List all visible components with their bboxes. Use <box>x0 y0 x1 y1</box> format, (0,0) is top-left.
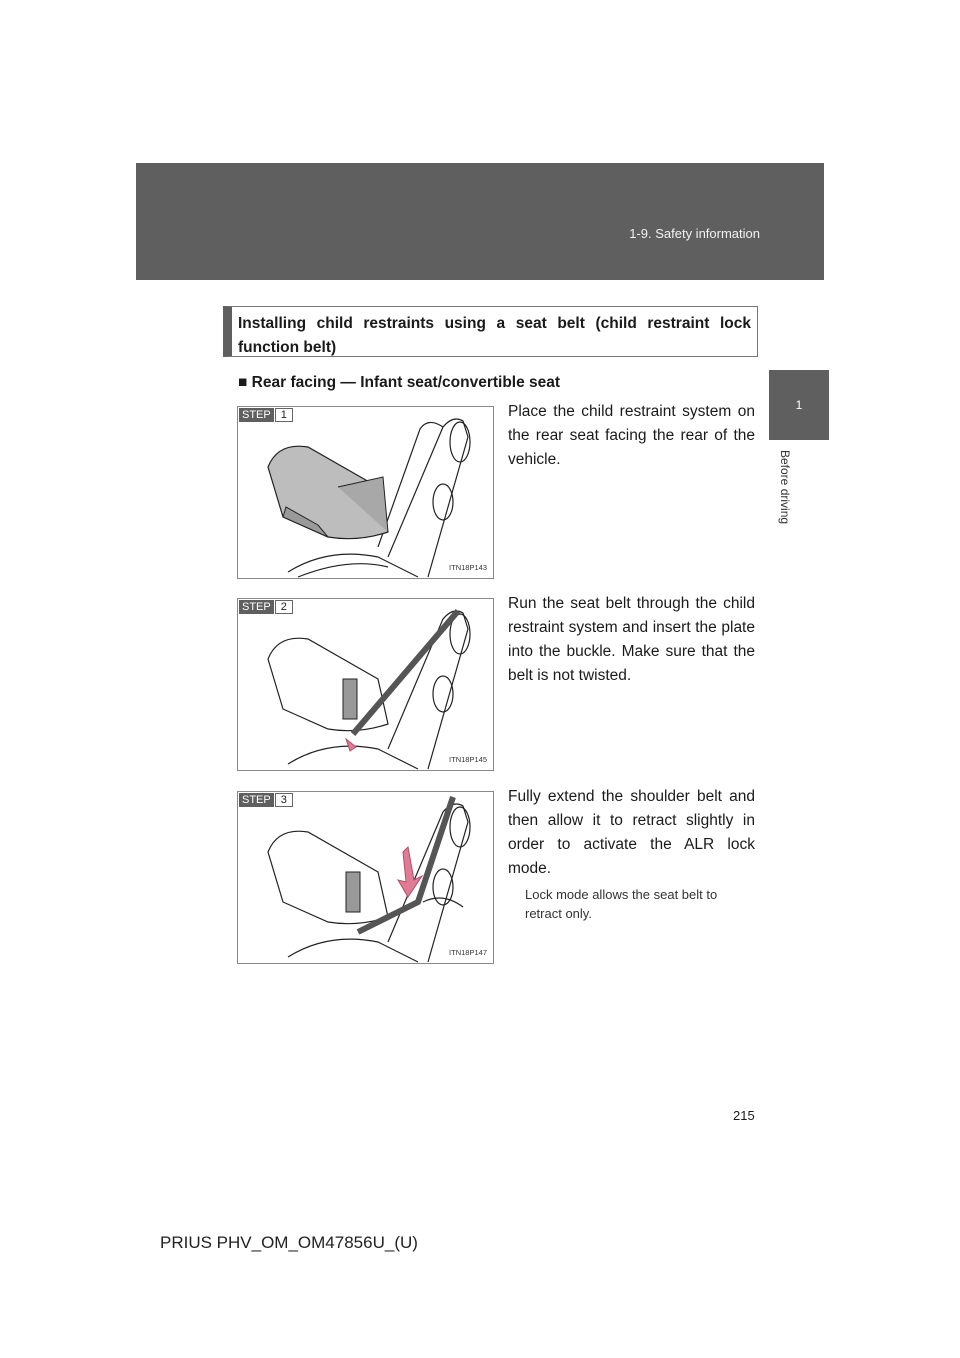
shoulder-belt-extend-drawing <box>238 792 494 964</box>
step-3-badge: STEP 3 <box>239 793 293 807</box>
section-heading: Installing child restraints using a seat belt (child restraint lock function belt) <box>223 306 758 357</box>
step-1-figure-code: ITN18P143 <box>449 563 487 572</box>
step-3-figure-code: ITN18P147 <box>449 948 487 957</box>
step-3-text: Fully extend the shoulder belt and then allow it to retract slightly in order to activate the ALR lock mode. <box>508 788 755 877</box>
document-model-code: PRIUS PHV_OM_OM47856U_(U) <box>160 1233 418 1252</box>
infant-seat-drawing <box>238 407 494 579</box>
step-2-figure-code: ITN18P145 <box>449 755 487 764</box>
page-number: 215 <box>733 1108 755 1123</box>
step-3-note: Lock mode allows the seat belt to retract only. <box>525 887 718 921</box>
step-3-illustration <box>237 791 494 964</box>
step-2-text: Run the seat belt through the child restraint system and insert the plate into the buckle. Make sure that the belt is not twisted. <box>508 595 755 684</box>
chapter-tab[interactable]: 1 <box>769 370 829 440</box>
step-2-illustration <box>237 598 494 771</box>
section-title: 1-9. Safety information <box>629 226 760 241</box>
step-1-illustration <box>237 406 494 579</box>
header-band <box>136 163 824 280</box>
step-1-badge: STEP 1 <box>239 408 293 422</box>
step-2-badge: STEP 2 <box>239 600 293 614</box>
seat-belt-buckle-drawing <box>238 599 494 771</box>
step-1-text: Place the child restraint system on the rear seat facing the rear of the vehicle. <box>508 403 755 468</box>
chapter-name: Before driving <box>778 450 792 525</box>
subheading: ■ Rear facing — Infant seat/convertible seat <box>238 374 561 391</box>
